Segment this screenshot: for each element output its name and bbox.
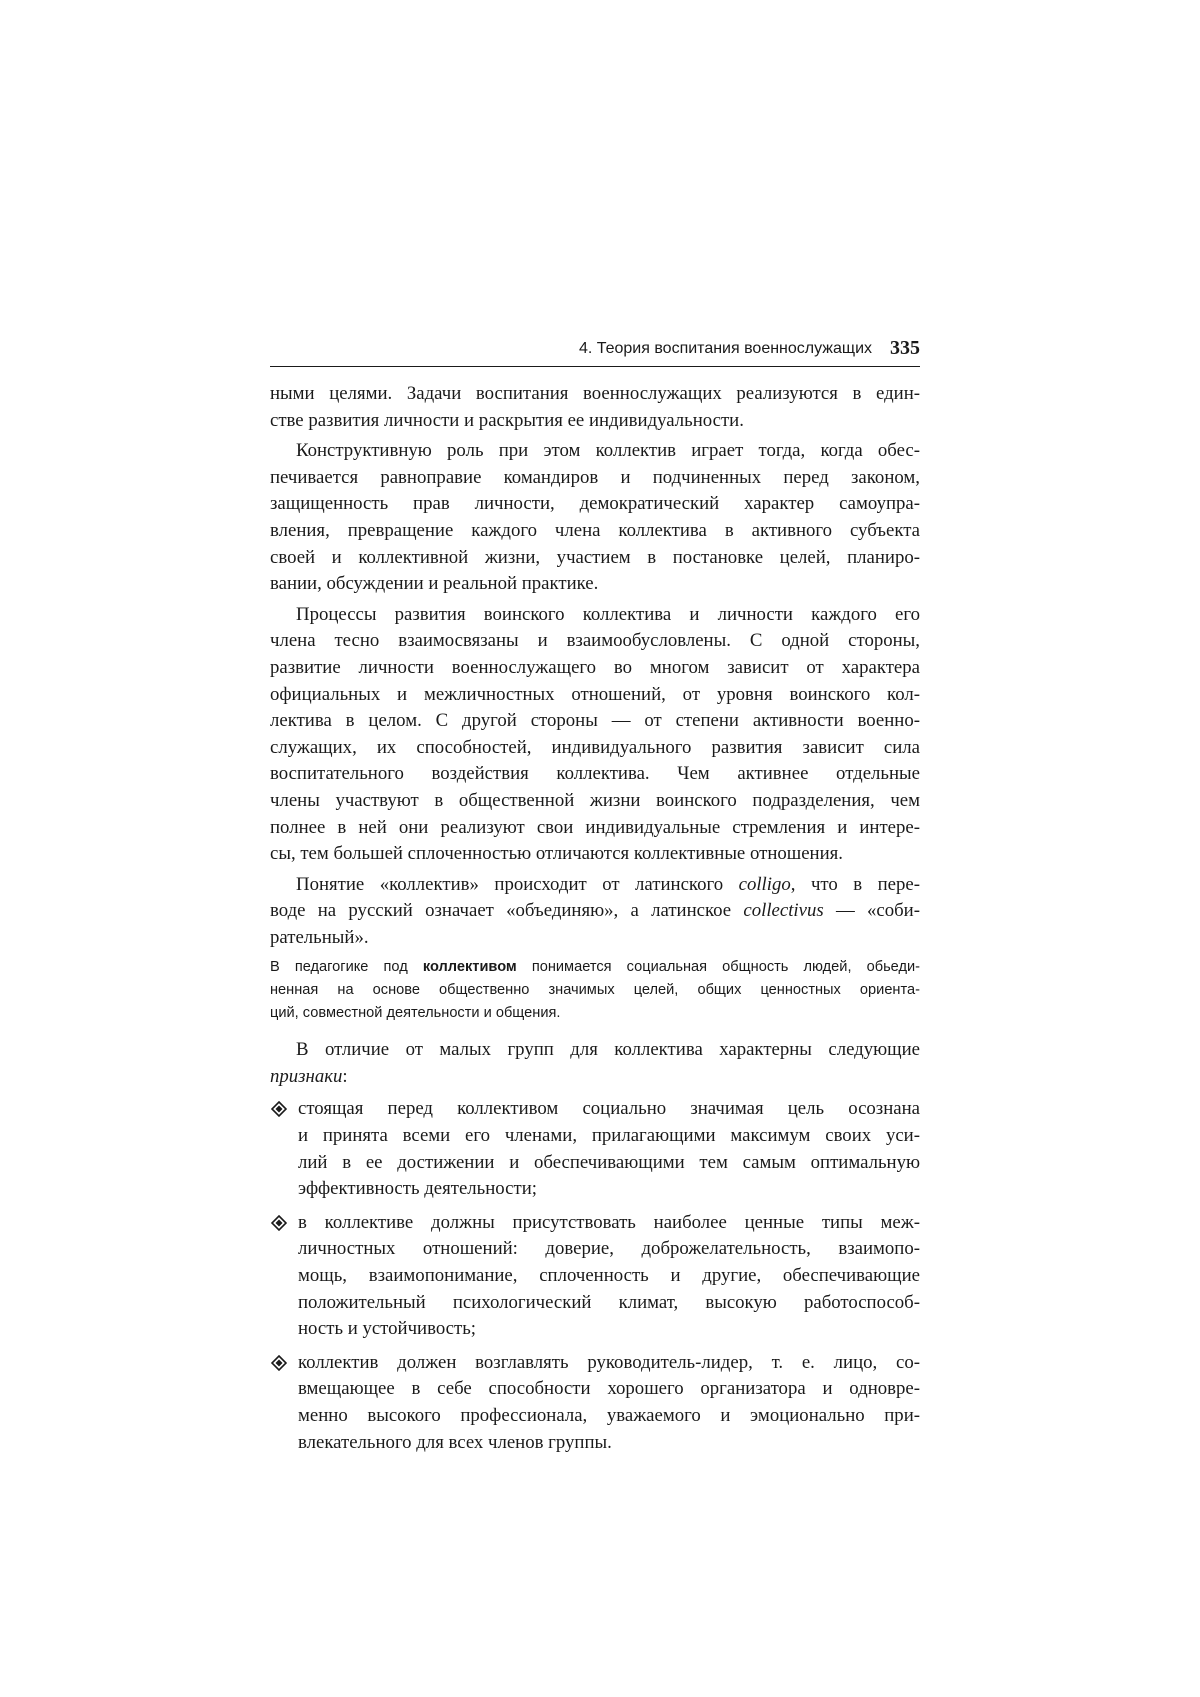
text-line: ными целями. Задачи воспитания военнослужащих реализуются в един- bbox=[270, 383, 920, 404]
text-line: воспитательного воздействия коллектива. Чем активнее отдельные bbox=[270, 763, 920, 785]
text-line: мощь, взаимопонимание, сплоченность и другие, обеспечивающие bbox=[298, 1265, 920, 1286]
list-item bbox=[270, 1350, 920, 1456]
list-item bbox=[270, 1096, 920, 1202]
text-line bbox=[270, 872, 920, 899]
text-line: стоящая перед коллективом социально значимая цель осознана bbox=[298, 1098, 920, 1120]
text-line: влекательного для всех членов группы. bbox=[298, 1431, 612, 1453]
text-line: служащих, их способностей, индивидуального развития зависит сила bbox=[270, 736, 920, 758]
text-line: в коллективе должны присутствовать наиболее ценные типы меж- bbox=[298, 1211, 920, 1233]
defined-term: коллективом bbox=[422, 959, 517, 976]
text-line: менно высокого профессионала, уважаемого и эмоционально при- bbox=[298, 1404, 920, 1426]
paragraph-etymology bbox=[270, 872, 920, 952]
text-fragment: — «соби- bbox=[823, 900, 920, 922]
diamond-bullet-icon bbox=[271, 1101, 287, 1117]
text-line: защищенность прав личности, демократический характер самоупра- bbox=[270, 493, 920, 515]
text-line: личностных отношений: доверие, доброжелательность, взаимопо- bbox=[298, 1238, 920, 1260]
text-line: лектива в целом. С другой стороны — от степени активности военно- bbox=[270, 710, 920, 732]
text-fragment: воде на русский означает «объединяю», а латинское bbox=[270, 900, 744, 922]
diamond-bullet-icon bbox=[271, 1355, 287, 1371]
text-line: положительный психологический климат, высокую работоспособ- bbox=[298, 1291, 920, 1313]
text-line: ций, совместной деятельности и общения. bbox=[270, 1004, 561, 1021]
latin-term: colligo bbox=[738, 873, 791, 895]
text-line: коллектив должен возглавлять руководитель-лидер, т. е. лицо, со- bbox=[298, 1351, 920, 1373]
italic-term: признаки bbox=[270, 1065, 343, 1087]
paragraph-1 bbox=[270, 381, 920, 434]
text-line: печивается равноправие командиров и подчиненных перед законом, bbox=[270, 466, 920, 488]
text-line: ненная на основе общественно значимых целей, общих ценностных ориента- bbox=[270, 982, 920, 999]
body-text bbox=[270, 381, 920, 1463]
text-line bbox=[270, 956, 920, 979]
text-line: Процессы развития воинского коллектива и личности каждого его bbox=[296, 603, 920, 625]
running-header bbox=[270, 336, 920, 367]
text-line: В отличие от малых групп для коллектива характерны следующие bbox=[296, 1039, 920, 1061]
text-fragment: Понятие «коллектив» происходит от латинского bbox=[296, 873, 739, 895]
paragraph-3 bbox=[270, 602, 920, 868]
page-number: 335 bbox=[890, 337, 920, 359]
text-line: Конструктивную роль при этом коллектив играет тогда, когда обес- bbox=[296, 440, 920, 462]
text-fragment: : bbox=[342, 1065, 348, 1087]
paragraph-features-intro bbox=[270, 1037, 920, 1090]
definition-block bbox=[270, 956, 920, 1024]
text-line: эффективность деятельности; bbox=[298, 1178, 537, 1200]
text-fragment: В педагогике под bbox=[270, 959, 423, 976]
text-line: полнее в ней они реализуют свои индивидуальные стремления и интере- bbox=[270, 816, 920, 838]
text-line: официальных и межличностных отношений, от уровня воинского кол- bbox=[270, 683, 920, 705]
text-line bbox=[270, 898, 920, 925]
text-line: стве развития личности и раскрытия ее индивидуальности. bbox=[270, 409, 744, 431]
text-line: рательный». bbox=[270, 926, 369, 948]
text-line: члены участвуют в общественной жизни воинского подразделения, чем bbox=[270, 789, 920, 811]
text-line: вмещающее в себе способности хорошего организатора и одновре- bbox=[298, 1378, 920, 1400]
diamond-bullet-icon bbox=[271, 1215, 287, 1231]
text-line: вании, обсуждении и реальной практике. bbox=[270, 573, 599, 595]
text-line: члена тесно взаимосвязаны и взаимообусловлены. С одной стороны, bbox=[270, 630, 920, 652]
text-line: и принята всеми его членами, прилагающими максимум своих уси- bbox=[298, 1125, 920, 1147]
list-item bbox=[270, 1210, 920, 1343]
text-fragment: понимается социальная общность людей, обьеди- bbox=[516, 959, 920, 976]
text-line: развитие личности военнослужащего во многом зависит от характера bbox=[270, 656, 920, 678]
text-line: вления, превращение каждого члена коллектива в активного субъекта bbox=[270, 519, 920, 541]
latin-term: collectivus bbox=[743, 900, 824, 922]
text-line: сы, тем большей сплоченностью отличаются коллективные отношения. bbox=[270, 843, 843, 865]
paragraph-2 bbox=[270, 438, 920, 598]
features-list bbox=[270, 1096, 920, 1456]
text-line: лий в ее достижении и обеспечивающими тем самым оптимальную bbox=[298, 1151, 920, 1173]
text-line bbox=[270, 1064, 920, 1091]
chapter-title: 4. Теория воспитания военнослужащих bbox=[578, 340, 872, 357]
text-fragment: , что в пере- bbox=[790, 873, 920, 895]
text-line: ность и устойчивость; bbox=[298, 1318, 477, 1340]
text-line: своей и коллективной жизни, участием в постановке целей, планиро- bbox=[270, 546, 920, 568]
